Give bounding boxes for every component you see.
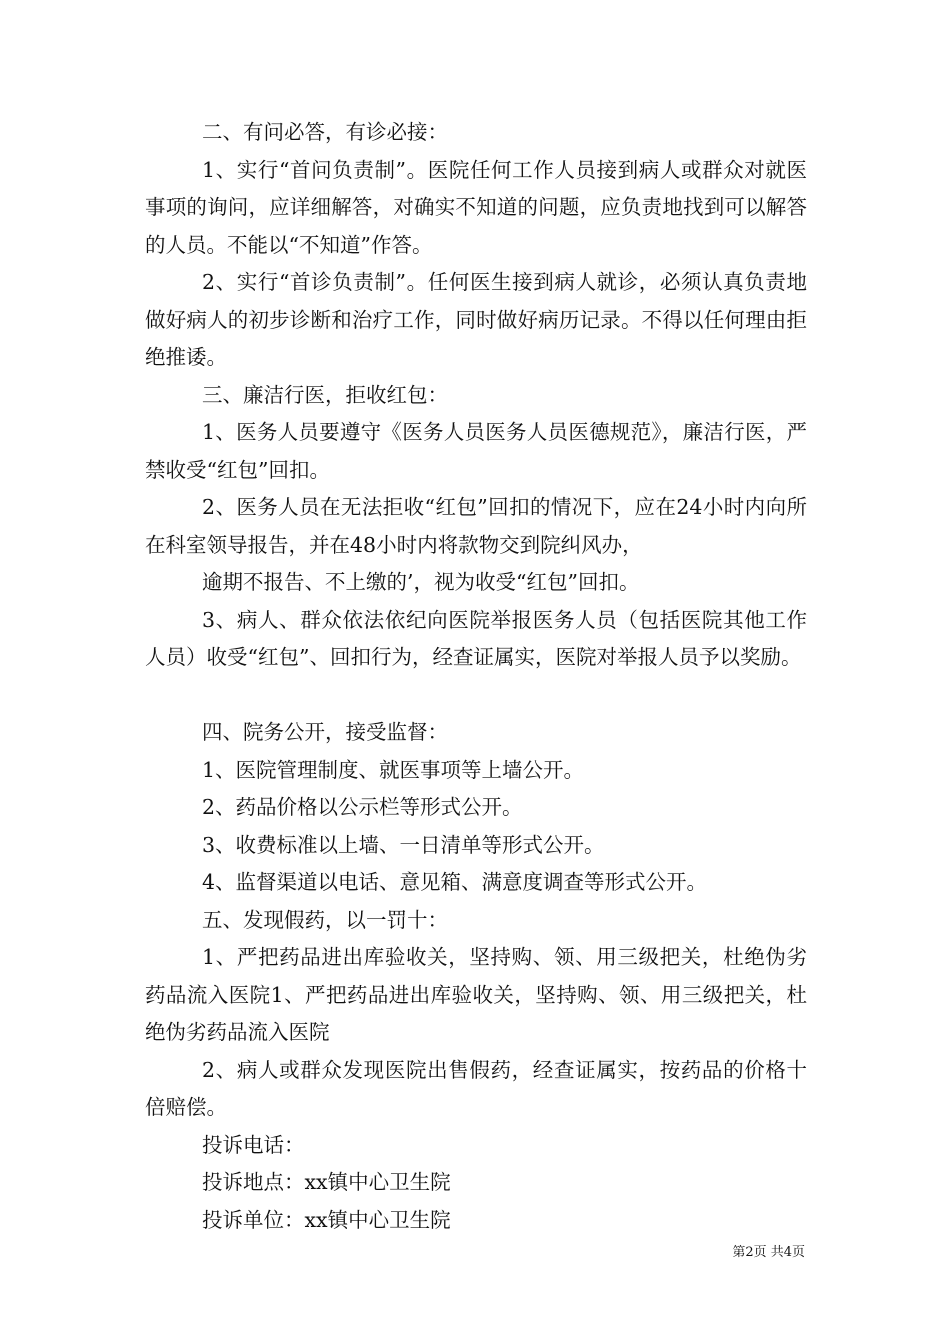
heading-section-3: 三、廉洁行医，拒收红包：	[202, 382, 448, 407]
paragraph-first-inquiry: 1、实行“首问负责制”。医院任何工作人员接到病人或群众对就医事项的询问，应详细解答，对确实不知道的问题，应负责地找到可以解答的人员。不能以“不知道”作答。	[145, 157, 807, 257]
paragraph-ethics-code: 1、医务人员要遵守《医务人员医务人员医德规范》，廉洁行医，严禁收受“红包”回扣。	[145, 420, 807, 482]
paragraph-management-public: 1、医院管理制度、就医事项等上墙公开。	[202, 757, 585, 782]
complaint-phone: 投诉电话：	[202, 1132, 305, 1157]
paragraph-fake-drug-compensation: 2、病人或群众发现医院出售假药，经查证属实，按药品的价格十倍赔偿。	[145, 1057, 807, 1119]
paragraph-first-diagnosis: 2、实行“首诊负责制”。任何医生接到病人就诊，必须认真负责地做好病人的初步诊断和治疗工作，同时做好病历记录。不得以任何理由拒绝推诿。	[145, 270, 807, 369]
page-number-footer: 第2页 共4页	[732, 1245, 805, 1260]
heading-section-2: 二、有问必答，有诊必接：	[202, 120, 448, 144]
paragraph-supervision-channels: 4、监督渠道以电话、意见箱、满意度调查等形式公开。	[202, 870, 708, 894]
paragraph-public-report: 3、病人、群众依法依纪向医院举报医务人员（包括医院其他工作人员）收受“红包”、回扣行为，经查证属实，医院对举报人员予以奖励。	[145, 607, 807, 669]
heading-section-5: 五、发现假药，以一罚十：	[202, 907, 448, 932]
paragraph-drug-inspection: 1、严把药品进出库验收关，坚持购、领、用三级把关，杜绝伪劣药品流入医院1、严把药品进出库验收关，坚持购、领、用三级把关，杜绝伪劣药品流入医院	[145, 945, 807, 1044]
complaint-unit: 投诉单位：xx镇中心卫生院	[202, 1207, 451, 1232]
paragraph-drug-prices: 2、药品价格以公示栏等形式公开。	[202, 795, 523, 819]
paragraph-report-gifts: 2、医务人员在无法拒收“红包”回扣的情况下，应在24小时内向所在科室领导报告，并在48小时内将款物交到院纠风办，	[145, 495, 807, 557]
heading-section-4: 四、院务公开，接受监督：	[202, 720, 448, 744]
paragraph-overdue: 逾期不报告、不上缴的’，视为收受“红包”回扣。	[202, 570, 640, 594]
complaint-location: 投诉地点：xx镇中心卫生院	[202, 1170, 451, 1194]
paragraph-fees: 3、收费标准以上墙、一日清单等形式公开。	[202, 832, 605, 857]
